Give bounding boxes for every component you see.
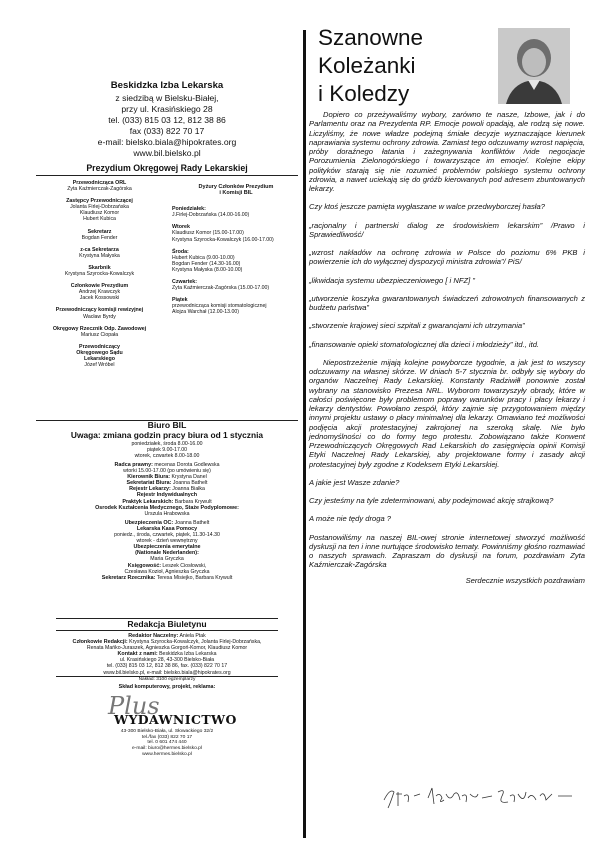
member-name: Józef Wróbel	[84, 362, 115, 369]
duty-day-label: Wtorek	[172, 224, 190, 231]
duty-day-label: Poniedziałek:	[172, 206, 206, 213]
member-name: Wacław Byrdy	[83, 313, 116, 320]
duty-title: Dyżury Członków Prezydium	[198, 184, 274, 190]
info-label: (Nationale Nederlanden):	[135, 550, 199, 557]
info-value: Maria Gryczka	[150, 556, 184, 563]
letter-body	[309, 110, 585, 594]
duty-entry: Alojza Warchał (12.00-13.00)	[172, 309, 239, 316]
info-value: poniedz., środa, czwartek, piątek, 11.30-14.30	[114, 532, 220, 539]
member-name: Krystyna Szyrocka-Kowalczyk	[64, 271, 135, 278]
duty-day-label: Czwartek:	[172, 279, 198, 286]
letter-headline	[318, 24, 423, 108]
duty-entry: Bogdan Fender (14.30-16.00)	[172, 260, 241, 267]
role-label: Zastępcy Przewodniczącej	[66, 198, 133, 205]
info-label: Lekarska Kasa Pomocy	[136, 525, 198, 532]
duty-entry: J.Firlej-Dobrzańska (14.00-16.00)	[172, 212, 250, 219]
presidium-title: Prezydium Okręgowej Rady Lekarskiej	[86, 163, 248, 173]
contact-line: tel./fax (033) 822 70 17	[141, 734, 193, 740]
hours-line: wtorek, czwartek 8.00-18.00	[134, 453, 200, 460]
info-value: Leszek Ciosłowski,	[160, 562, 207, 569]
duty-entry: Hubert Kubica (9.00-10.00)	[172, 254, 235, 261]
member-name: Hubert Kubica	[83, 216, 116, 223]
redakcja-title: Redakcja Biuletynu	[127, 619, 207, 629]
member-name: Andrzej Krawczyk	[78, 289, 121, 296]
contact-line: tel. 0 601 474 440	[147, 740, 187, 746]
member-name: Zyta Kaźmierczak-Zagórska	[67, 186, 132, 193]
divider	[56, 630, 278, 631]
role-label: Przewodniczący Okręgowego Sądu Lekarskiego	[76, 343, 123, 362]
contact-line: 43-300 Bielsko-Biała, ul. Słowackiego 32/2	[120, 729, 214, 734]
org-name: Beskidzka Izba Lekarska	[110, 80, 224, 91]
publisher-contact	[36, 729, 298, 758]
contact-line: e-mail: biuro@hermes.bielsko.pl	[132, 746, 202, 752]
info-label: Sekretarz Rzecznika:	[101, 574, 156, 581]
role-label: Przewodniczący komisji rewizyjnej	[55, 307, 144, 314]
info-label: Kontakt z nami:	[117, 651, 158, 658]
info-label: Osrodek Kształcenia Medycznego, Staże Podyplomowe:	[95, 504, 239, 511]
hours-line: piątek 9.00-17.00	[146, 447, 188, 454]
letter-paragraph: „stworzenie krajowej sieci szpitali z gwarancjami ich utrzymania”	[309, 321, 525, 331]
letter-paragraph: A może nie tędy droga ?	[309, 514, 392, 524]
duty-day-label: Piątek	[172, 297, 188, 304]
info-value: wtorek - dzień wewnętrzny	[136, 538, 198, 545]
info-value: Aniela Ptak	[178, 633, 206, 639]
info-label: Rejestr Lekarzy:	[129, 486, 171, 493]
role-label: Przewodnicząca ORL	[72, 180, 127, 186]
letter-paragraph: „likwidacja systemu ubezpieczeniowego [ i NFZ] ”	[309, 275, 475, 285]
letter-paragraph: Czy jesteśmy na tyle zdeterminowani, aby podejmować akcję strajkową?	[309, 496, 554, 505]
redakcja-staff	[36, 633, 298, 676]
publisher-logo	[108, 692, 237, 730]
duty-day	[172, 206, 300, 218]
duty-day	[172, 279, 300, 291]
column-divider	[303, 30, 306, 838]
presidium-group	[32, 247, 167, 259]
info-label: Sekretariat Biura:	[126, 480, 172, 487]
portrait-image	[498, 28, 570, 104]
info-value: Joanna Bathelt	[171, 480, 208, 487]
biuro-notice: Uwaga: zmiana godzin pracy biura od 1 stycznia	[70, 430, 264, 440]
role-label: Okręgowy Rzecznik Odp. Zawodowej	[52, 325, 147, 332]
duty-list	[172, 206, 300, 315]
author-photo	[498, 28, 570, 104]
duty-day	[172, 224, 300, 242]
duty-entry: przewodnicząca komisji stomatologicznej	[172, 303, 267, 310]
info-label: Redaktor Naczelny:	[128, 633, 179, 639]
info-value: mecenas Dorota Godlewska	[152, 462, 220, 468]
sklad: Skład komputerowy, projekt, reklama:	[118, 684, 216, 690]
info-value: ul. Krasińskiego 28, 43-300 Bielsko-Biała	[119, 657, 215, 664]
role-label: Członkowie Prezydium	[70, 283, 129, 290]
member-name: Mariusz Ciopała	[80, 331, 119, 338]
email-link[interactable]: e-mail: bielsko.biala@hipokrates.org	[97, 137, 237, 148]
divider	[36, 175, 298, 176]
info-value: Czesława Kozioł, Agnieszka Gryczka	[124, 568, 210, 575]
letter-paragraph: Postanowiliśmy na naszej BIL-owej stronie internetowej stworzyć możliwość dyskusji na ten i inne nurtujące środowisko tematy. Powinniśmy głośno rozmawiać o naszych sprawach. Zapraszam do dyskusji na forum, pozdrawiam Zyta Kaźmierczak-Zagórska	[309, 532, 585, 570]
info-value: Beskidzka Izba Lekarska	[157, 651, 217, 658]
duty-schedule	[172, 184, 300, 322]
org-address	[36, 93, 298, 160]
info-label: Kierownik Biura:	[127, 474, 171, 481]
naklad: Nakład: 3100 egzemplarzy	[138, 677, 196, 682]
logo-word: WYDAWNICTWO	[114, 712, 237, 727]
presidium-group	[32, 344, 167, 368]
letter-paragraph: Niepostrzeżenie mijają kolejne powyborcze tygodnie, a jak jest to wszyscy odczuwamy na własnej skórze. W dniach 5-7 stycznia br. odbyły się wybory do organów Naczelnej Rady Lekarskiej. Konstanty Radziwiłł ponownie został wybrany na stanowisko Prezesa NRL. Wyborom towarzyszyły obrady, które w całości poświęcone były problemom poprawy warunków pracy i płacy lekarzy i lekarzy dentystów. Powołano zespół, który zajmie się przygotowaniem między innymi projektu ustawy o płacy minimalnej dla lekarzy. Omawiano też możliwości podjęcia akcji protestacyjnej zakrojonej na szeroką skalę. Nie było jednomyślności co do formy tego protestu. Zobowiązano także Konwent Przewodniczących Okręgowych Rad Lekarskich do zasięgnięcia opinii Komisji Etyki Naczelnej Rady Lekarskiej, aby projektowane formy i zasady akcji protestacyjnej były zgodne z Kodeksem Etyki Lekarskiej.	[309, 357, 585, 469]
phone: tel. (033) 815 03 12, 812 38 86	[108, 115, 226, 126]
duty-title: i Komisji BIL	[219, 190, 253, 197]
role-label: z-ca Sekretarza	[80, 246, 119, 253]
hours-line: poniedziałek, środa 8.00-16.00	[131, 441, 203, 447]
info-label: Radca prawny:	[114, 462, 153, 468]
presidium-group	[32, 198, 167, 222]
presidium-group	[32, 229, 167, 241]
letter-paragraph: „wzrost nakładów na ochronę zdrowia w Polsce do poziomu 6% PKB i powierzenie ich do wyłącznej dyspozycji ministra zdrowia”/ PiS/	[309, 248, 585, 267]
duty-entry: Krystyna Szyrocka-Kowalczyk (16.00-17.00)	[172, 236, 274, 243]
info-label: Ubezpieczenia emerytalne	[133, 544, 201, 551]
presidium-members	[32, 180, 167, 374]
info-value: Krystyna Danel	[170, 474, 207, 481]
info-label: Ubezpieczenia OC:	[124, 519, 174, 526]
role-label: Sekretarz	[87, 228, 112, 235]
fax: fax (033) 822 70 17	[129, 126, 205, 137]
letter-paragraph: Czy ktoś jeszcze pamięta wygłaszane w walce przedwyborczej hasła?	[309, 202, 545, 212]
role-label: Skarbnik	[88, 264, 111, 271]
website-link[interactable]: www.bil.bielsko.pl	[133, 148, 201, 159]
info-value: www.bil.bielsko.pl, e-mail: bielsko.biala@hipokrates.org	[103, 669, 231, 676]
letter-paragraph: Dopiero co przeżywaliśmy wybory, zarówno te nasze, Izbowe, jak i do Parlamentu oraz na Prezydenta RP. Emocje powoli opadają, ale rodzą się nowe. Liczyliśmy, że nowe władze podejmą śmiałe decyzje wyznaczające kierunek naprawiania systemu ochrony zdrowia. Zamiast tego odczuwamy wzrost napięcia, próby doraźnego łatania i zażegnywania konfliktów /vide negocjacje Porozumienia Zielonogórskiego i towarzyszące im emocje/. Kolejne ekipy polityków starają się nie rozumieć problemów polskiego systemu ochrony zdrowia, a nawet uciekają się do gróźb kierowanych pod adresem zbuntowanych lekarzy.	[309, 110, 585, 193]
info-value: Urszula Hrabowska	[144, 510, 190, 517]
member-name: Bogdan Fender	[81, 234, 118, 241]
info-label: Członkowie Redakcji:	[72, 639, 128, 646]
duty-entry: Zyta Kaźmierczak-Zagórska (15.00-17.00)	[172, 285, 270, 292]
headline-line: i Koledzy	[318, 81, 410, 106]
info-line	[36, 670, 298, 676]
member-name: Jolanta Firlej-Dobrzańska	[70, 204, 129, 211]
info-value: Renata Mańko-Juraszek, Agnieszka Gorgoń-Komor, Klaudiusz Komor	[86, 645, 248, 652]
biuro-title: Biuro BIL	[147, 420, 187, 430]
address-line: z siedzibą w Bielsku-Białej,	[115, 93, 219, 103]
logo-script: Plus	[108, 692, 160, 720]
presidium-group	[32, 326, 167, 338]
presidium-group	[32, 265, 167, 277]
signature-image	[380, 782, 575, 812]
headline-line: Koleżanki	[318, 53, 416, 78]
letter-paragraph: A jakie jest Wasze zdanie?	[309, 477, 400, 487]
info-value: Joanna Białka	[170, 486, 205, 493]
info-line	[36, 575, 298, 581]
duty-day-label: Środa:	[172, 248, 189, 255]
info-value: Barbara Krywult	[173, 498, 212, 505]
duty-entry: Krystyna Małyska (8.00-10.00)	[172, 266, 243, 273]
info-value: Krystyna Szyrocka-Kowalczyk, Jolanta Firlej-Dobrzańska,	[127, 639, 262, 646]
letter-paragraph: „finansowanie opieki stomatologicznej dla dzieci i młodzieży” itd., itd.	[309, 339, 540, 349]
presidium-group	[32, 283, 167, 301]
letter-paragraph: „utworzenie koszyka gwarantowanych świadczeń zdrowotnych finansowanych z budżetu państwa”	[309, 293, 585, 312]
info-label: Praktyk Lekarskich:	[122, 498, 174, 505]
address-line: przy ul. Krasińskiego 28	[121, 104, 213, 115]
info-value: wtorki 15.00-17.00 (po umówieniu się)	[123, 468, 211, 475]
info-value: Joanna Bathelt	[173, 519, 210, 526]
info-label: Rejestr Indywidualnych	[136, 492, 198, 499]
member-name: Klaudiusz Komor	[79, 210, 120, 217]
info-label: Księgowość:	[127, 562, 161, 569]
letter-paragraph: „racjonalny i partnerski dialog ze środowiskiem lekarskim” /Prawo i Sprawiedliwość/	[309, 220, 585, 239]
info-value: tel. (033) 815 03 12, 812 38 86, fax. (033) 822 70 17	[106, 663, 228, 670]
contact-line: www.hermes.bielsko.pl	[142, 751, 192, 757]
closing-line: Serdecznie wszystkich pozdrawiam	[465, 575, 585, 585]
member-name: Jacek Kossowski	[79, 295, 120, 302]
office-staff	[36, 462, 298, 581]
duty-day	[172, 297, 300, 315]
headline-line: Szanowne	[318, 25, 424, 50]
duty-entry: Klaudiusz Komor (15.00-17.00)	[172, 230, 244, 237]
presidium-group	[32, 180, 167, 192]
presidium-group	[32, 307, 167, 319]
office-hours	[36, 441, 298, 459]
info-value: Teresa Misiejko, Barbara Krywult	[155, 574, 233, 581]
duty-day	[172, 249, 300, 273]
member-name: Krystyna Małyska	[79, 252, 120, 259]
